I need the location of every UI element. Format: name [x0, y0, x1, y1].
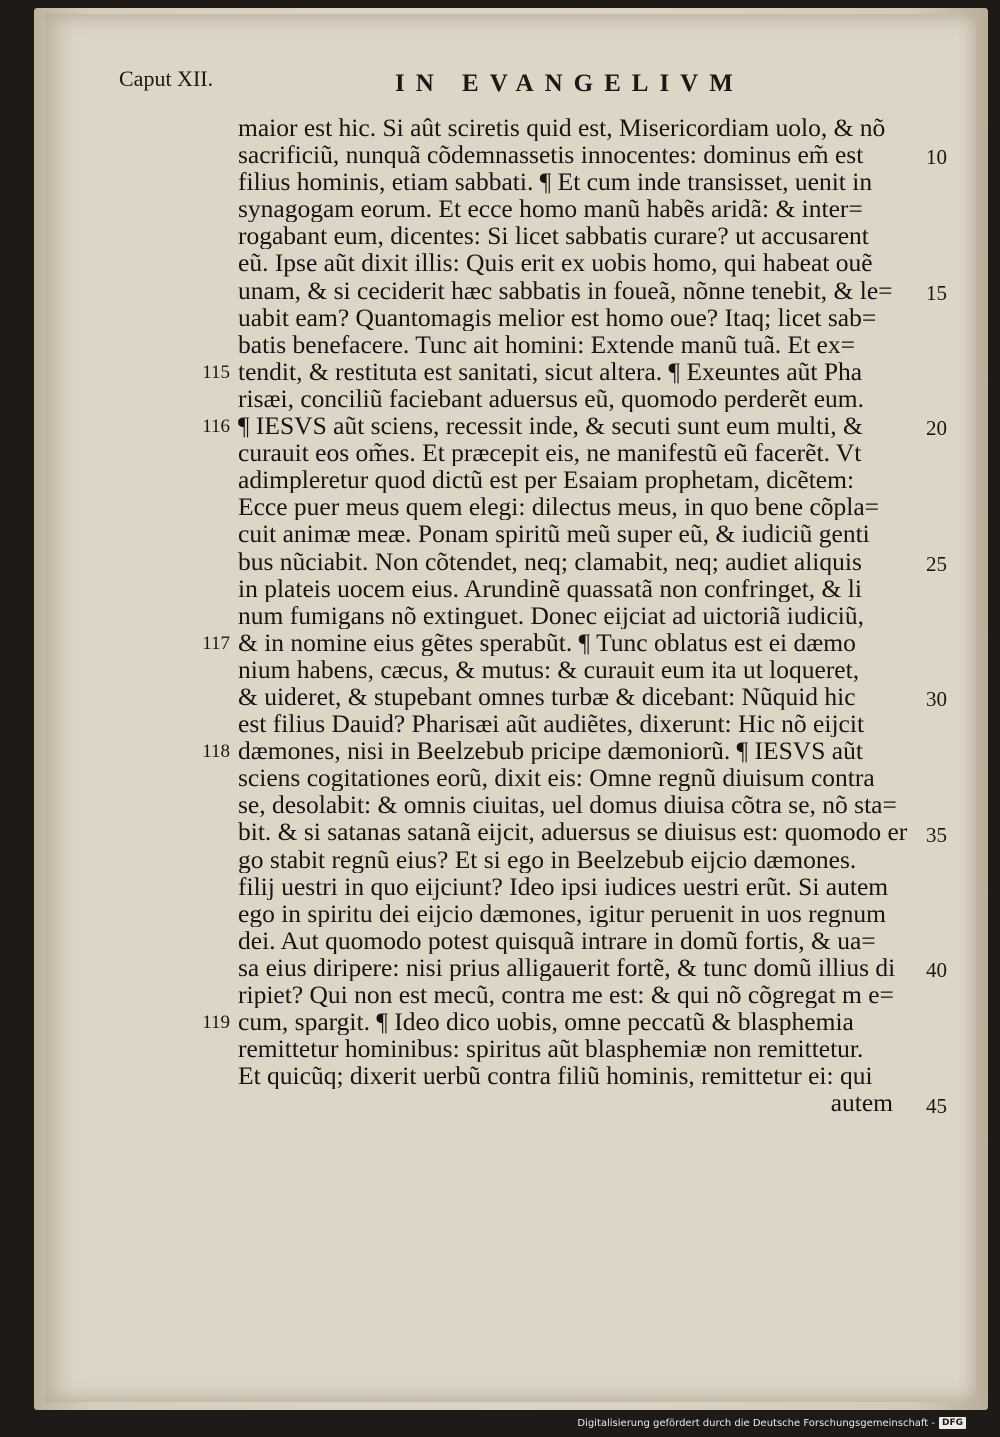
text-line: in plateis uocem eius. Arundinẽ quassatã non confringet, & li [238, 574, 862, 602]
text-line: cum, spargit. ¶ Ideo dico uobis, omne peccatũ & blasphemia [238, 1008, 854, 1036]
text-line: risæi, conciliũ faciebant aduersus eũ, quomodo perderẽt eum. [238, 384, 864, 413]
text-line: ego in spiritu dei eijcio dæmones, igitur peruenit in uos regnum [238, 899, 887, 927]
text-line: ¶ IESVS aũt sciens, recessit inde, & secuti sunt eum multi, & [238, 412, 863, 440]
left-margin-number: 115 [202, 361, 230, 383]
text-line: cuit animæ meæ. Ponam spiritũ meũ super eũ, & iudiciũ genti [238, 520, 870, 548]
text-line: batis benefacere. Tunc ait homini: Extende manũ tuã. Et ex= [238, 330, 856, 358]
text-line: remittetur hominibus: spiritus aũt blasphemiæ non remittetur. [238, 1035, 864, 1063]
text-line: tendit, & restituta est sanitati, sicut altera. ¶ Exeuntes aũt Pha [238, 357, 863, 385]
running-head [119, 66, 979, 112]
right-margin-number: 35 [926, 822, 947, 847]
text-line: & in nomine eius gẽtes sperabũt. ¶ Tunc oblatus est ei dæmo [238, 628, 856, 656]
chapter-heading: Caput XII. [119, 66, 214, 91]
text-line: autem [830, 1089, 893, 1117]
right-margin-number: 15 [926, 280, 947, 305]
dfg-logo: DFG [939, 1417, 966, 1429]
left-margin-number: 119 [202, 1012, 230, 1034]
text-line: maior est hic. Si aût sciretis quid est, Misericordiam uolo, & nõ [238, 114, 886, 142]
text-line: nium habens, cæcus, & mutus: & curauit eum ita ut loqueret, [238, 655, 860, 683]
text-line: curauit eos om̃es. Et præcepit eis, ne manifestũ eũ facerẽt. Vt [238, 439, 862, 467]
text-line: sciens cogitationes eorũ, dixit eis: Omne regnũ diuisum contra [238, 764, 875, 792]
text-line: filij uestri in quo eijciunt? Ideo ipsi iudices uestri erũt. Si autem [238, 872, 889, 900]
text-line: est filius Dauid? Pharisæi aũt audiẽtes, dixerunt: Hic nõ eijcit [238, 710, 865, 738]
right-margin-number: 20 [926, 416, 947, 441]
body-text [238, 114, 923, 1116]
left-margin-number: 118 [202, 741, 230, 763]
footer-credit: Digitalisierung gefördert durch die Deutsche Forschungsgemeinschaft - [577, 1417, 935, 1429]
text-line: Ecce puer meus quem elegi: dilectus meus, in quo bene cõpla= [238, 493, 880, 521]
footer [577, 1417, 966, 1429]
text-line: & uideret, & stupebant omnes turbæ & dicebant: Nũquid hic [238, 682, 856, 711]
book-title: IN EVANGELIVM [395, 70, 744, 97]
right-margin-number: 10 [926, 145, 947, 170]
text-line: go stabit regnũ eius? Et si ego in Beelzebub eijcio dæmones. [238, 845, 857, 873]
right-margin-number: 30 [926, 687, 947, 712]
text-line: synagogam eorum. Et ecce homo manũ habẽs aridã: & inter= [238, 195, 863, 223]
text-line: bit. & si satanas satanã eijcit, aduersus se diuisus est: quomodo er [238, 818, 908, 846]
text-line: se, desolabit: & omnis ciuitas, uel domus diuisa cõtra se, nõ sta= [238, 791, 897, 819]
text-line: rogabant eum, dicentes: Si licet sabbatis curare? ut accusarent [238, 222, 869, 250]
text-line: adimpleretur quod dictũ est per Esaiam prophetam, dicẽtem: [238, 466, 855, 494]
text-line: bus nũciabit. Non cõtendet, neq; clamabit, neq; audiet aliquis [238, 547, 862, 575]
text-line: filius hominis, etiam sabbati. ¶ Et cum inde transisset, uenit in [238, 168, 873, 196]
left-margin-number: 116 [202, 416, 230, 438]
right-margin-number: 40 [926, 958, 947, 983]
left-margin-number: 117 [202, 632, 230, 654]
text-line: sacrificiũ, nunquã cõdemnassetis innocentes: dominus em̃ est [238, 141, 864, 169]
right-margin-number: 25 [926, 551, 947, 576]
text-line: ripiet? Qui non est mecũ, contra me est: & qui nõ cõgregat m e= [238, 981, 894, 1009]
text-line: Et quicũq; dixerit uerbũ contra filiũ hominis, remittetur ei: qui [238, 1062, 873, 1090]
right-margin-number: 45 [926, 1093, 947, 1118]
text-line: eũ. Ipse aũt dixit illis: Quis erit ex uobis homo, qui habeat ouẽ [238, 249, 873, 277]
text-line: sa eius diripere: nisi prius alligauerit fortẽ, & tunc domũ illius di [238, 953, 896, 981]
text-line: dei. Aut quomodo potest quisquã intrare in domũ fortis, & ua= [238, 926, 876, 954]
text-line: uabit eam? Quantomagis melior est homo oue? Itaq; licet sab= [238, 303, 877, 331]
text-line: num fumigans nõ extinguet. Donec eijciat ad uictoriã iudiciũ, [238, 601, 864, 629]
text-line: dæmones, nisi in Beelzebub pricipe dæmoniorũ. ¶ IESVS aũt [238, 737, 863, 765]
text-line: unam, & si ceciderit hæc sabbatis in foueã, nõnne tenebit, & le= [238, 276, 893, 304]
